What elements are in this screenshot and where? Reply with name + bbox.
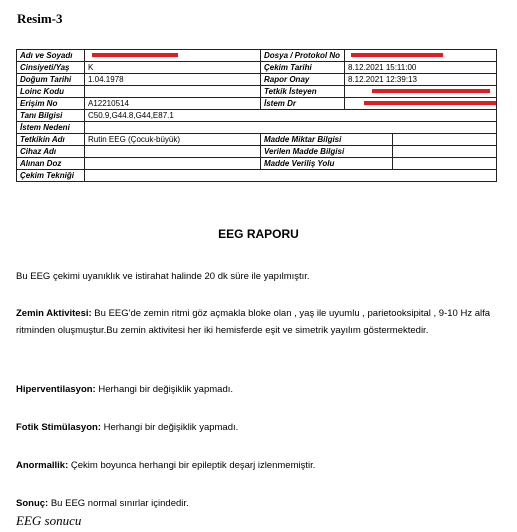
table-row: [17, 158, 497, 170]
capture-technique-label: Çekim Tekniği: [17, 170, 85, 182]
requester-value: [345, 86, 497, 98]
redaction-mark: [372, 89, 490, 93]
request-reason-label: İstem Nedeni: [17, 122, 85, 134]
protocol-value: [345, 50, 497, 62]
loinc-value: [85, 86, 261, 98]
given-substance-value: [393, 146, 497, 158]
report-approval-value: 8.12.2021 12:39:13: [345, 74, 497, 86]
table-row: [17, 50, 497, 62]
figure-label: Resim-3: [17, 11, 63, 26]
capture-technique-value: [85, 170, 497, 182]
hyperventilation-label: Hiperventilasyon:: [16, 384, 96, 395]
conclusion-paragraph: [16, 495, 508, 512]
capture-date-label: Çekim Tarihi: [261, 62, 345, 74]
gender-age-value: K: [85, 62, 261, 74]
redaction-mark: [92, 53, 178, 57]
table-row: [17, 122, 497, 134]
device-label: Cihaz Adı: [17, 146, 85, 158]
photic-stimulation-paragraph: [16, 419, 508, 436]
background-activity-label: Zemin Aktivitesi:: [16, 308, 92, 319]
hyperventilation-paragraph: [16, 381, 508, 398]
device-value: [85, 146, 261, 158]
table-row: [17, 134, 497, 146]
access-no-value: A12210514: [85, 98, 261, 110]
administration-route-label: Madde Veriliş Yolu: [261, 158, 393, 170]
background-activity-paragraph: [16, 305, 508, 339]
loinc-label: Loinc Kodu: [17, 86, 85, 98]
request-reason-value: [85, 122, 497, 134]
intro-paragraph: Bu EEG çekimi uyanıklık ve istirahat halinde 20 dk süre ile yapılmıştır.: [16, 271, 310, 282]
background-activity-text: Bu EEG'de zemin ritmi göz açmakla bloke olan , yaş ile uyumlu , parietooksipital , 9-10 Hz alfa ritminden oluşmuştur.Bu zemin aktivitesi her iki hemisferde eşit ve simetrik yayılım göstermektedir.: [16, 308, 491, 336]
table-row: [17, 170, 497, 182]
substance-amount-value: [393, 134, 497, 146]
request-doctor-label: İstem Dr: [261, 98, 345, 110]
capture-date-value: 8.12.2021 15:11:00: [345, 62, 497, 74]
redaction-mark: [364, 101, 496, 105]
table-row: [17, 62, 497, 74]
gender-age-label: Cinsiyeti/Yaş: [17, 62, 85, 74]
report-title: EEG RAPORU: [218, 227, 299, 241]
requester-label: Tetkik İsteyen: [261, 86, 345, 98]
redaction-mark: [351, 53, 443, 57]
protocol-label: Dosya / Protokol No: [261, 50, 345, 62]
table-row: [17, 110, 497, 122]
birth-date-label: Doğum Tarihi: [17, 74, 85, 86]
test-name-value: Rutin EEG (Çocuk-büyük): [85, 134, 261, 146]
table-row: [17, 86, 497, 98]
name-label: Adı ve Soyadı: [17, 50, 85, 62]
abnormality-text: Çekim boyunca herhangi bir epileptik deşarj izlenmemiştir.: [68, 460, 316, 471]
birth-date-value: 1.04.1978: [85, 74, 261, 86]
access-no-label: Erişim No: [17, 98, 85, 110]
dose-label: Alınan Doz: [17, 158, 85, 170]
table-row: [17, 98, 497, 110]
administration-route-value: [393, 158, 497, 170]
hyperventilation-text: Herhangi bir değişiklik yapmadı.: [95, 384, 234, 395]
photic-stimulation-label: Fotik Stimülasyon:: [16, 422, 101, 433]
abnormality-paragraph: [16, 457, 508, 474]
patient-info-table: [16, 49, 497, 182]
name-value: [85, 50, 261, 62]
request-doctor-value: [345, 98, 497, 110]
report-approval-label: Rapor Onay: [261, 74, 345, 86]
dose-value: [85, 158, 261, 170]
conclusion-text: Bu EEG normal sınırlar içindedir.: [48, 498, 189, 509]
photic-stimulation-text: Herhangi bir değişiklik yapmadı.: [100, 422, 239, 433]
figure-caption: EEG sonucu: [16, 513, 82, 528]
test-name-label: Tetkikin Adı: [17, 134, 85, 146]
abnormality-label: Anormallik:: [16, 460, 69, 471]
table-row: [17, 146, 497, 158]
table-row: [17, 74, 497, 86]
diagnosis-label: Tanı Bilgisi: [17, 110, 85, 122]
conclusion-label: Sonuç:: [16, 498, 49, 509]
substance-amount-label: Madde Miktar Bilgisi: [261, 134, 393, 146]
diagnosis-value: C50.9,G44.8,G44,E87.1: [85, 110, 497, 122]
given-substance-label: Verilen Madde Bilgisi: [261, 146, 393, 158]
